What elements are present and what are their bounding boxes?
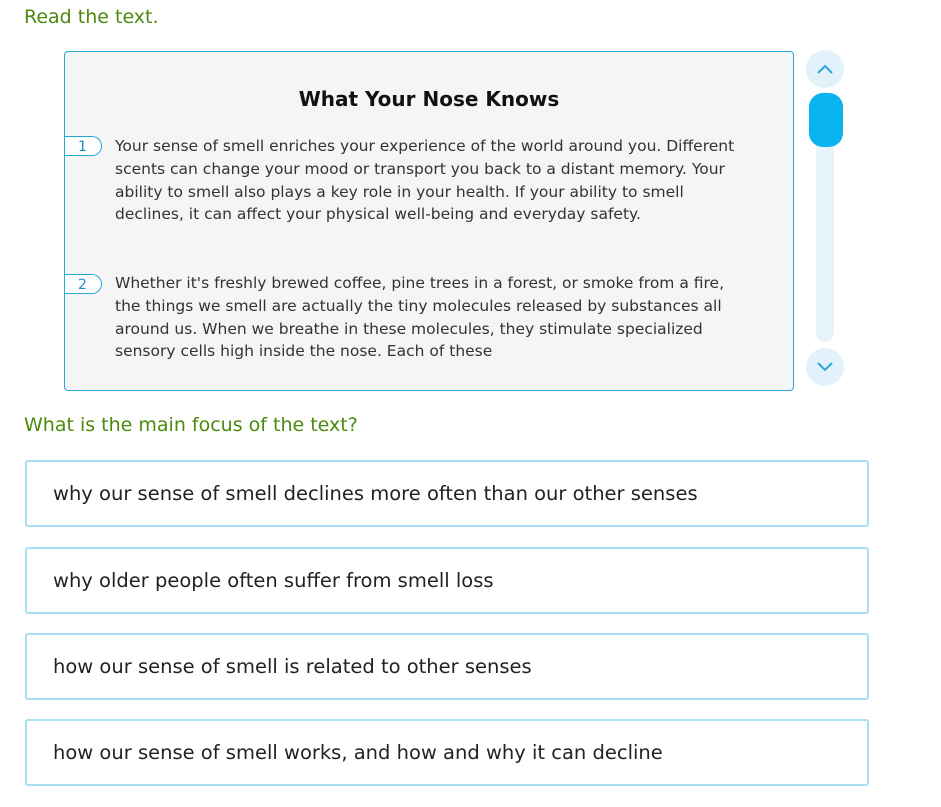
paragraph-2: Whether it's freshly brewed coffee, pine trees in a forest, or smoke from a fire, the things we smell are actually the tiny molecules released by substances all around us. When we breathe in these molecules, they stimulate specialized sensory cells high inside the nose. Each of these: [115, 274, 725, 361]
passage-panel[interactable]: [64, 51, 794, 391]
scroll-down-button[interactable]: [806, 348, 844, 386]
answer-choice-1[interactable]: why our sense of smell declines more often than our other senses: [25, 460, 869, 527]
paragraph-number-2: 2: [64, 274, 102, 294]
instruction-text: Read the text.: [24, 6, 159, 28]
passage-title: What Your Nose Knows: [298, 87, 560, 111]
chevron-up-icon: [816, 63, 834, 75]
scroll-up-button[interactable]: [806, 50, 844, 88]
answer-choice-3[interactable]: how our sense of smell is related to other senses: [25, 633, 869, 700]
chevron-down-icon: [816, 361, 834, 373]
question-text: What is the main focus of the text?: [24, 414, 358, 436]
paragraph-number-1: 1: [64, 136, 102, 156]
scroll-thumb[interactable]: [809, 93, 843, 147]
paragraph-1: Your sense of smell enriches your experience of the world around you. Different scents can change your mood or transport you back to a distant memory. Your ability to smell also plays a key role in your health. If your ability to smell declines, it can affect your physical well-being and everyday safety.: [115, 137, 735, 224]
answer-choice-4[interactable]: how our sense of smell works, and how and why it can decline: [25, 719, 869, 786]
answer-choice-2[interactable]: why older people often suffer from smell loss: [25, 547, 869, 614]
